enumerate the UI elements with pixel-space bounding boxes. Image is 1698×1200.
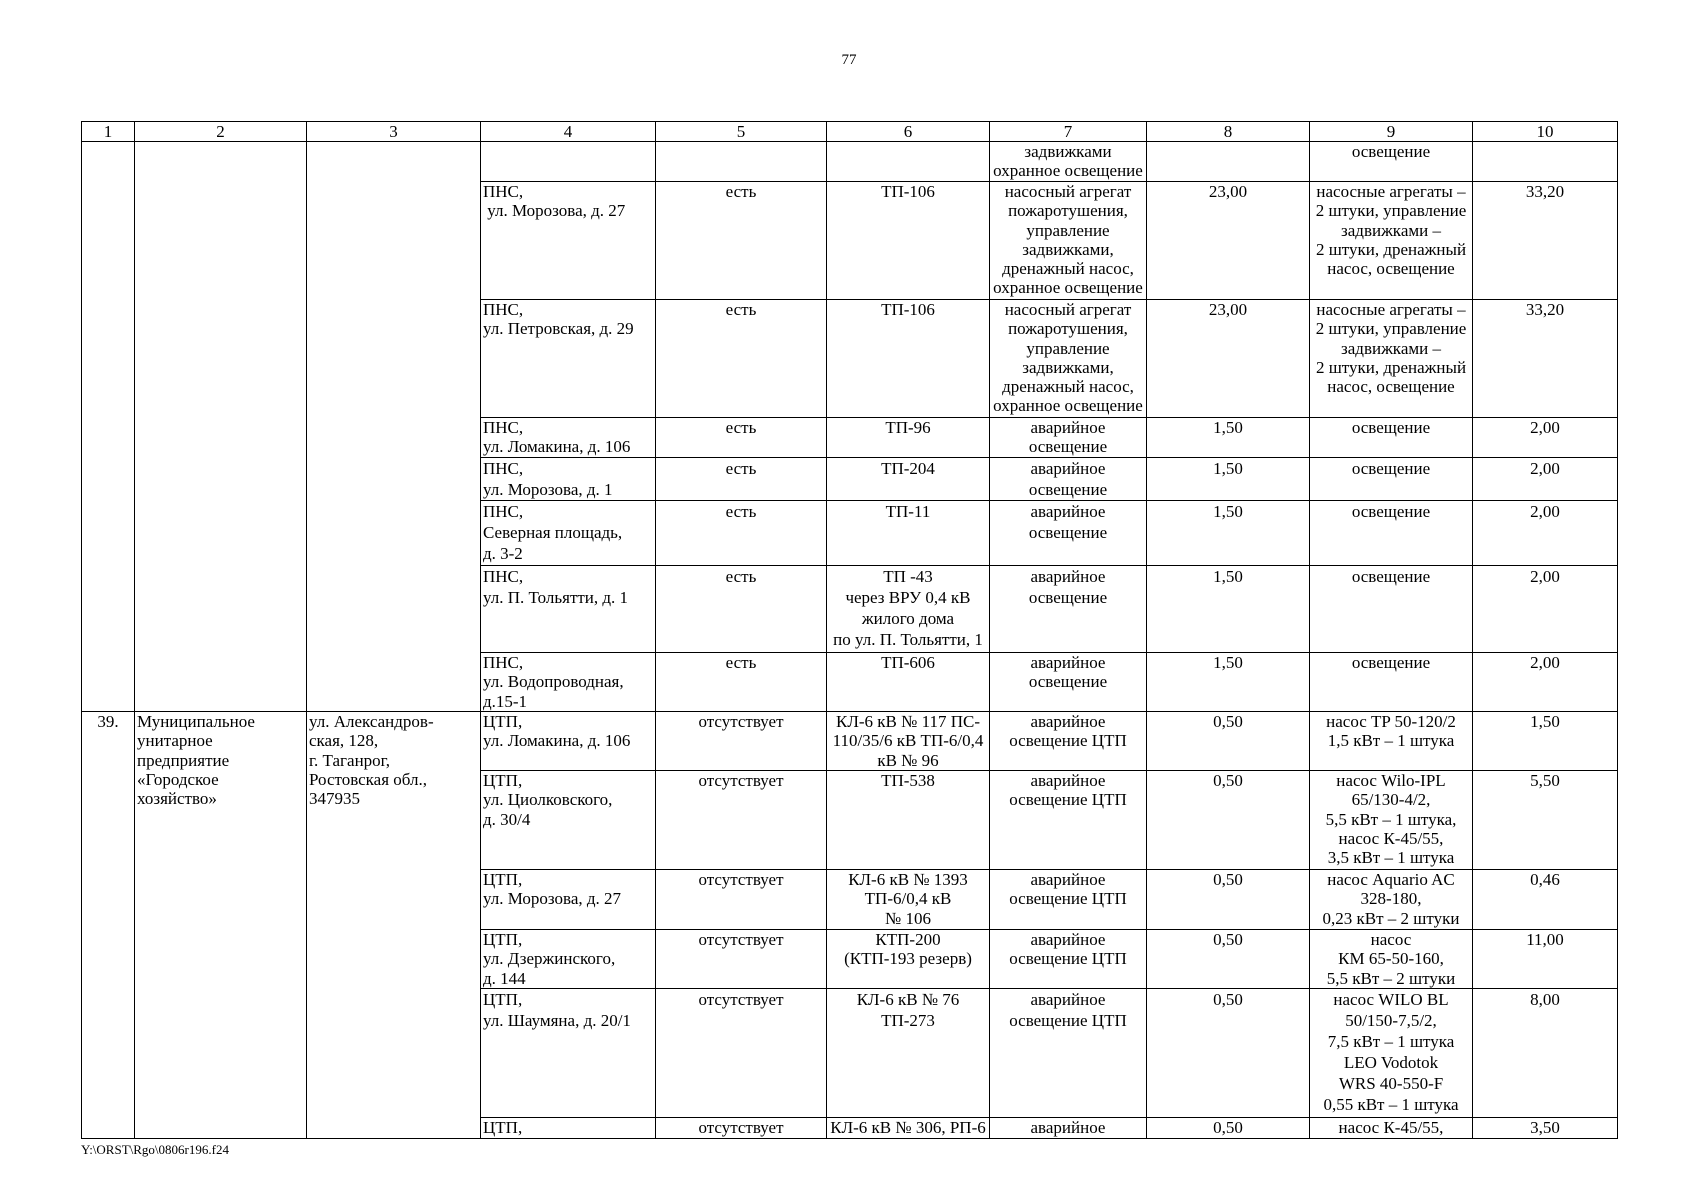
facility-cell: ПНС, ул. Водопроводная, д.15-1	[481, 653, 656, 712]
equipment-cell: освещение	[1310, 653, 1473, 712]
facility-cell: ЦТП, ул. Морозова, д. 27	[481, 870, 656, 930]
equipment-cell: освещение	[1310, 418, 1473, 458]
emergency-power-cell	[1147, 142, 1310, 182]
status-cell: есть	[656, 182, 827, 300]
emergency-power-cell: 1,50	[1147, 458, 1310, 501]
equipment-cell: насосные агрегаты – 2 штуки, управление задвижками – 2 штуки, дренажный насос, освещение	[1310, 182, 1473, 300]
facility-cell: ПНС, ул. Петровская, д. 29	[481, 300, 656, 418]
status-cell: есть	[656, 501, 827, 566]
facility-cell: ЦТП, ул. Дзержинского, д. 144	[481, 930, 656, 989]
total-power-cell: 2,00	[1473, 458, 1618, 501]
facility-cell: ПНС, ул. Морозова, д. 1	[481, 458, 656, 501]
emergency-power-cell: 0,50	[1147, 930, 1310, 989]
status-cell: есть	[656, 300, 827, 418]
emergency-load-cell: аварийное освещение ЦТП	[990, 930, 1147, 989]
total-power-cell: 5,50	[1473, 771, 1618, 870]
emergency-load-cell: аварийное освещение	[990, 501, 1147, 566]
total-power-cell	[1473, 142, 1618, 182]
status-cell: есть	[656, 653, 827, 712]
equipment-cell: насос КМ 65-50-160, 5,5 кВт – 2 штуки	[1310, 930, 1473, 989]
facility-cell: ПНС, Северная площадь, д. 3-2	[481, 501, 656, 566]
emergency-load-cell: насосный агрегат пожаротушения, управление задвижками, дренажный насос, охранное освещение	[990, 300, 1147, 418]
equipment-cell: насос Aquario AC 328-180, 0,23 кВт – 2 штуки	[1310, 870, 1473, 930]
power-source-cell: КТП-200 (КТП-193 резерв)	[827, 930, 990, 989]
column-number-header: 5	[656, 122, 827, 142]
status-cell: отсутствует	[656, 1118, 827, 1139]
emergency-load-cell: аварийное освещение	[990, 418, 1147, 458]
emergency-power-cell: 23,00	[1147, 300, 1310, 418]
facility-cell: ЦТП, ул. Ломакина, д. 106	[481, 712, 656, 771]
power-source-cell: КЛ-6 кВ № 117 ПС- 110/35/6 кВ ТП-6/0,4 кВ № 96	[827, 712, 990, 771]
status-cell: отсутствует	[656, 930, 827, 989]
column-number-header: 10	[1473, 122, 1618, 142]
status-cell: отсутствует	[656, 989, 827, 1118]
emergency-load-cell: аварийное	[990, 1118, 1147, 1139]
total-power-cell: 0,46	[1473, 870, 1618, 930]
power-source-cell: ТП-538	[827, 771, 990, 870]
column-number-header: 1	[82, 122, 135, 142]
entry-number-cell	[82, 142, 135, 712]
power-source-cell: КЛ-6 кВ № 76 ТП-273	[827, 989, 990, 1118]
emergency-power-cell: 0,50	[1147, 771, 1310, 870]
column-number-header: 6	[827, 122, 990, 142]
emergency-load-cell: аварийное освещение ЦТП	[990, 989, 1147, 1118]
emergency-load-cell: аварийное освещение ЦТП	[990, 870, 1147, 930]
total-power-cell: 8,00	[1473, 989, 1618, 1118]
emergency-power-cell: 1,50	[1147, 418, 1310, 458]
equipment-cell: освещение	[1310, 142, 1473, 182]
emergency-power-cell: 1,50	[1147, 501, 1310, 566]
status-cell: отсутствует	[656, 870, 827, 930]
equipment-cell: освещение	[1310, 566, 1473, 653]
emergency-power-cell: 0,50	[1147, 1118, 1310, 1139]
status-cell	[656, 142, 827, 182]
entry-number-cell: 39.	[82, 712, 135, 1139]
power-source-cell: ТП-204	[827, 458, 990, 501]
organization-cell	[135, 142, 307, 712]
equipment-cell: освещение	[1310, 458, 1473, 501]
column-number-header: 9	[1310, 122, 1473, 142]
total-power-cell: 1,50	[1473, 712, 1618, 771]
emergency-load-cell: задвижками охранное освещение	[990, 142, 1147, 182]
file-path-footer: Y:\ORST\Rgo\0806r196.f24	[81, 1142, 229, 1157]
emergency-power-cell: 1,50	[1147, 653, 1310, 712]
emergency-load-cell: аварийное освещение	[990, 653, 1147, 712]
column-number-header: 2	[135, 122, 307, 142]
total-power-cell: 2,00	[1473, 566, 1618, 653]
emergency-load-cell: аварийное освещение	[990, 458, 1147, 501]
emergency-power-cell: 23,00	[1147, 182, 1310, 300]
emergency-power-cell: 0,50	[1147, 712, 1310, 771]
facility-cell: ПНС, ул. П. Тольятти, д. 1	[481, 566, 656, 653]
status-cell: есть	[656, 418, 827, 458]
power-source-cell: КЛ-6 кВ № 1393 ТП-6/0,4 кВ № 106	[827, 870, 990, 930]
organization-cell: Муниципальное унитарное предприятие «Городское хозяйство»	[135, 712, 307, 1139]
equipment-cell: насосные агрегаты – 2 штуки, управление задвижками – 2 штуки, дренажный насос, освещение	[1310, 300, 1473, 418]
address-cell	[307, 142, 481, 712]
table-row	[82, 712, 1618, 771]
column-number-header: 7	[990, 122, 1147, 142]
status-cell: отсутствует	[656, 771, 827, 870]
status-cell: есть	[656, 566, 827, 653]
emergency-load-cell: аварийное освещение	[990, 566, 1147, 653]
address-cell: ул. Александров- ская, 128, г. Таганрог, Ростовская обл., 347935	[307, 712, 481, 1139]
column-number-header: 3	[307, 122, 481, 142]
equipment-table	[81, 121, 1618, 1139]
equipment-cell: освещение	[1310, 501, 1473, 566]
power-source-cell: КЛ-6 кВ № 306, РП-6	[827, 1118, 990, 1139]
power-source-cell: ТП-606	[827, 653, 990, 712]
facility-cell: ПНС, ул. Ломакина, д. 106	[481, 418, 656, 458]
total-power-cell: 2,00	[1473, 418, 1618, 458]
status-cell: есть	[656, 458, 827, 501]
total-power-cell: 11,00	[1473, 930, 1618, 989]
emergency-power-cell: 1,50	[1147, 566, 1310, 653]
facility-cell: ПНС, ул. Морозова, д. 27	[481, 182, 656, 300]
emergency-load-cell: аварийное освещение ЦТП	[990, 712, 1147, 771]
column-number-header: 8	[1147, 122, 1310, 142]
total-power-cell: 33,20	[1473, 300, 1618, 418]
total-power-cell: 2,00	[1473, 653, 1618, 712]
facility-cell: ЦТП, ул. Шаумяна, д. 20/1	[481, 989, 656, 1118]
facility-cell: ЦТП, ул. Циолковского, д. 30/4	[481, 771, 656, 870]
page-number: 77	[841, 52, 857, 68]
total-power-cell: 3,50	[1473, 1118, 1618, 1139]
table-row	[82, 142, 1618, 182]
emergency-load-cell: аварийное освещение ЦТП	[990, 771, 1147, 870]
emergency-power-cell: 0,50	[1147, 870, 1310, 930]
emergency-load-cell: насосный агрегат пожаротушения, управление задвижками, дренажный насос, охранное освещение	[990, 182, 1147, 300]
power-source-cell: ТП-106	[827, 300, 990, 418]
power-source-cell: ТП-106	[827, 182, 990, 300]
power-source-cell: ТП-11	[827, 501, 990, 566]
facility-cell	[481, 142, 656, 182]
total-power-cell: 2,00	[1473, 501, 1618, 566]
power-source-cell: ТП -43 через ВРУ 0,4 кВ жилого дома по ул. П. Тольятти, 1	[827, 566, 990, 653]
facility-cell: ЦТП,	[481, 1118, 656, 1139]
equipment-cell: насос WILO BL 50/150-7,5/2, 7,5 кВт – 1 штука LEO Vodotok WRS 40-550-F 0,55 кВт – 1 штука	[1310, 989, 1473, 1118]
column-number-row	[82, 122, 1618, 142]
status-cell: отсутствует	[656, 712, 827, 771]
equipment-cell: насос Wilo-IPL 65/130-4/2, 5,5 кВт – 1 штука, насос К-45/55, 3,5 кВт – 1 штука	[1310, 771, 1473, 870]
emergency-power-cell: 0,50	[1147, 989, 1310, 1118]
column-number-header: 4	[481, 122, 656, 142]
equipment-cell: насос К-45/55,	[1310, 1118, 1473, 1139]
power-source-cell	[827, 142, 990, 182]
power-source-cell: ТП-96	[827, 418, 990, 458]
total-power-cell: 33,20	[1473, 182, 1618, 300]
equipment-cell: насос TP 50-120/2 1,5 кВт – 1 штука	[1310, 712, 1473, 771]
